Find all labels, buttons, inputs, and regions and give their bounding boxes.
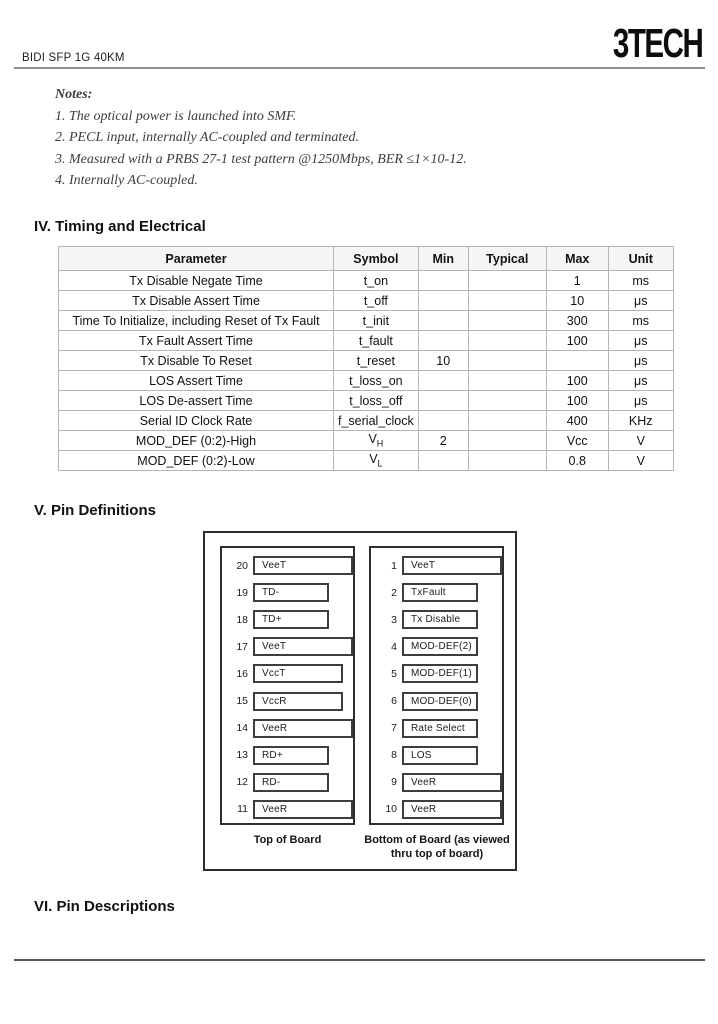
table-cell: Tx Fault Assert Time [59, 331, 334, 351]
note-item: 3. Measured with a PRBS 27-1 test pattern @1250Mbps, BER ≤1×10-12. [55, 151, 467, 167]
pin-number: 2 [391, 586, 397, 599]
notes-items [55, 106, 467, 192]
table-header-cell: Parameter [59, 247, 334, 271]
table-row [59, 311, 674, 331]
table-cell: LOS De-assert Time [59, 391, 334, 411]
pin-row [376, 552, 502, 579]
table-cell: Tx Disable To Reset [59, 351, 334, 371]
pin-row [376, 796, 502, 823]
pin-label-box: MOD-DEF(1) [402, 664, 478, 683]
pin-label-box: TxFault [402, 583, 478, 602]
note-item: 1. The optical power is launched into SMF. [55, 108, 297, 124]
table-cell: V [608, 451, 673, 471]
table-cell: μs [608, 371, 673, 391]
table-cell [468, 331, 546, 351]
table-cell: 10 [546, 291, 608, 311]
table-cell: 2 [418, 431, 468, 451]
note-item: 4. Internally AC-coupled. [55, 173, 198, 188]
notes-block [55, 84, 467, 192]
pin-label-box: Rate Select [402, 719, 478, 738]
pin-number: 6 [391, 695, 397, 708]
table-cell: $V_L$ [334, 451, 419, 471]
table-cell [418, 451, 468, 471]
table-row [59, 371, 674, 391]
table-cell [468, 271, 546, 291]
pin-number: 7 [391, 722, 397, 735]
section-heading-pin-descriptions: VI. Pin Descriptions [34, 898, 175, 915]
table-cell: μs [608, 391, 673, 411]
pin-number: 1 [391, 559, 397, 572]
table-cell: 10 [418, 351, 468, 371]
pin-row [227, 796, 353, 823]
table-cell: t_off [334, 291, 419, 311]
table-cell: 400 [546, 411, 608, 431]
table-cell [468, 371, 546, 391]
table-cell: t_init [334, 311, 419, 331]
table-row [59, 391, 674, 411]
pin-label-box: VccR [253, 692, 343, 711]
table-row [59, 291, 674, 311]
pin-row [227, 687, 353, 714]
table-cell: $V_H$ [334, 431, 419, 451]
note-item: 2. PECL input, internally AC-coupled and terminated. [55, 130, 359, 145]
pin-label-box: MOD-DEF(2) [402, 637, 478, 656]
table-cell: t_fault [334, 331, 419, 351]
pin-label-box: VeeT [402, 556, 502, 575]
section-heading-timing: IV. Timing and Electrical [34, 218, 206, 235]
pin-row [227, 606, 353, 633]
table-cell: ms [608, 271, 673, 291]
table-cell [418, 391, 468, 411]
table-cell [468, 351, 546, 371]
table-cell: t_reset [334, 351, 419, 371]
pin-number: 4 [391, 640, 397, 653]
timing-electrical-table [58, 246, 674, 471]
table-row [59, 351, 674, 371]
notes-title: Notes: [55, 87, 93, 102]
pin-number: 8 [391, 749, 397, 762]
pin-number: 10 [385, 803, 397, 816]
table-row [59, 451, 674, 471]
pin-label-box: MOD-DEF(0) [402, 692, 478, 711]
pin-label-box: VeeR [402, 773, 502, 792]
pin-number: 13 [236, 749, 248, 762]
pin-label-box: VeeR [253, 800, 353, 819]
table-cell [418, 291, 468, 311]
table-cell: 100 [546, 331, 608, 351]
table-cell: Tx Disable Negate Time [59, 271, 334, 291]
table-cell [468, 451, 546, 471]
pin-row [376, 715, 502, 742]
table-cell: 0.8 [546, 451, 608, 471]
caption-bottom-of-board: Bottom of Board (as viewed thru top of board) [364, 834, 510, 860]
footer-divider [14, 959, 705, 961]
table-header-cell: Symbol [334, 247, 419, 271]
pin-number: 5 [391, 667, 397, 680]
pin-number: 18 [236, 613, 248, 626]
table-header-row [59, 247, 674, 271]
pin-number: 16 [236, 667, 248, 680]
pin-row [227, 769, 353, 796]
table-cell: MOD_DEF (0:2)-Low [59, 451, 334, 471]
table-header-cell: Max [546, 247, 608, 271]
pin-label-box: RD- [253, 773, 329, 792]
table-cell: μs [608, 331, 673, 351]
pin-label-box: VeeT [253, 637, 353, 656]
pin-label-box: Tx Disable [402, 610, 478, 629]
pin-row [227, 742, 353, 769]
table-cell [468, 311, 546, 331]
pin-row [376, 579, 502, 606]
pin-label-box: TD+ [253, 610, 329, 629]
table-cell: μs [608, 291, 673, 311]
table-cell: Time To Initialize, including Reset of Tx Fault [59, 311, 334, 331]
table-cell: μs [608, 351, 673, 371]
table-cell [418, 331, 468, 351]
table-cell: Tx Disable Assert Time [59, 291, 334, 311]
table-cell: t_loss_on [334, 371, 419, 391]
pin-label-box: RD+ [253, 746, 329, 765]
table-cell: 1 [546, 271, 608, 291]
pin-row [227, 552, 353, 579]
pin-row [227, 633, 353, 660]
pin-definition-diagram [203, 531, 517, 871]
table-cell: 100 [546, 391, 608, 411]
pin-panel-bottom-of-board [369, 546, 504, 825]
timing-table-body [59, 271, 674, 471]
pin-row [227, 660, 353, 687]
section-heading-pin-definitions: V. Pin Definitions [34, 502, 156, 519]
pin-row [227, 579, 353, 606]
pin-number: 11 [237, 803, 248, 816]
pin-number: 12 [236, 776, 248, 789]
document-title: BIDI SFP 1G 40KM [22, 52, 125, 64]
table-cell [418, 311, 468, 331]
pin-number: 17 [236, 640, 248, 653]
pin-label-box: VeeT [253, 556, 353, 575]
pin-number: 9 [391, 776, 397, 789]
caption-top-of-board: Top of Board [253, 834, 322, 846]
table-cell: 100 [546, 371, 608, 391]
pin-number: 19 [236, 586, 248, 599]
pin-row [227, 715, 353, 742]
pin-label-box: TD- [253, 583, 329, 602]
table-cell: LOS Assert Time [59, 371, 334, 391]
table-header-cell: Min [418, 247, 468, 271]
table-cell [468, 291, 546, 311]
table-cell: f_serial_clock [334, 411, 419, 431]
table-cell: KHz [608, 411, 673, 431]
table-row [59, 331, 674, 351]
table-row [59, 411, 674, 431]
table-cell [418, 411, 468, 431]
table-cell: Vcc [546, 431, 608, 451]
pin-row [376, 606, 502, 633]
table-cell [468, 431, 546, 451]
table-cell: V [608, 431, 673, 451]
header-divider [14, 67, 705, 69]
table-header-cell: Typical [468, 247, 546, 271]
pin-row [376, 687, 502, 714]
pin-number: 3 [391, 613, 397, 626]
company-logo: 3TECH [612, 20, 702, 66]
table-cell [418, 271, 468, 291]
table-cell [468, 391, 546, 411]
table-cell: 300 [546, 311, 608, 331]
pin-number: 14 [236, 722, 248, 735]
pin-label-box: LOS [402, 746, 478, 765]
pin-label-box: VeeR [253, 719, 353, 738]
table-cell: t_on [334, 271, 419, 291]
table-header-cell: Unit [608, 247, 673, 271]
table-cell [546, 351, 608, 371]
table-cell: t_loss_off [334, 391, 419, 411]
table-cell [418, 371, 468, 391]
pin-row [376, 633, 502, 660]
table-cell: MOD_DEF (0:2)-High [59, 431, 334, 451]
table-cell: Serial ID Clock Rate [59, 411, 334, 431]
table-cell [468, 411, 546, 431]
table-row [59, 431, 674, 451]
pin-number: 20 [236, 559, 248, 572]
table-row [59, 271, 674, 291]
pin-row [376, 742, 502, 769]
pin-panel-top-of-board [220, 546, 355, 825]
pin-number: 15 [236, 695, 248, 708]
pin-label-box: VeeR [402, 800, 502, 819]
pin-label-box: VccT [253, 664, 343, 683]
pin-row [376, 769, 502, 796]
table-cell: ms [608, 311, 673, 331]
pin-row [376, 660, 502, 687]
